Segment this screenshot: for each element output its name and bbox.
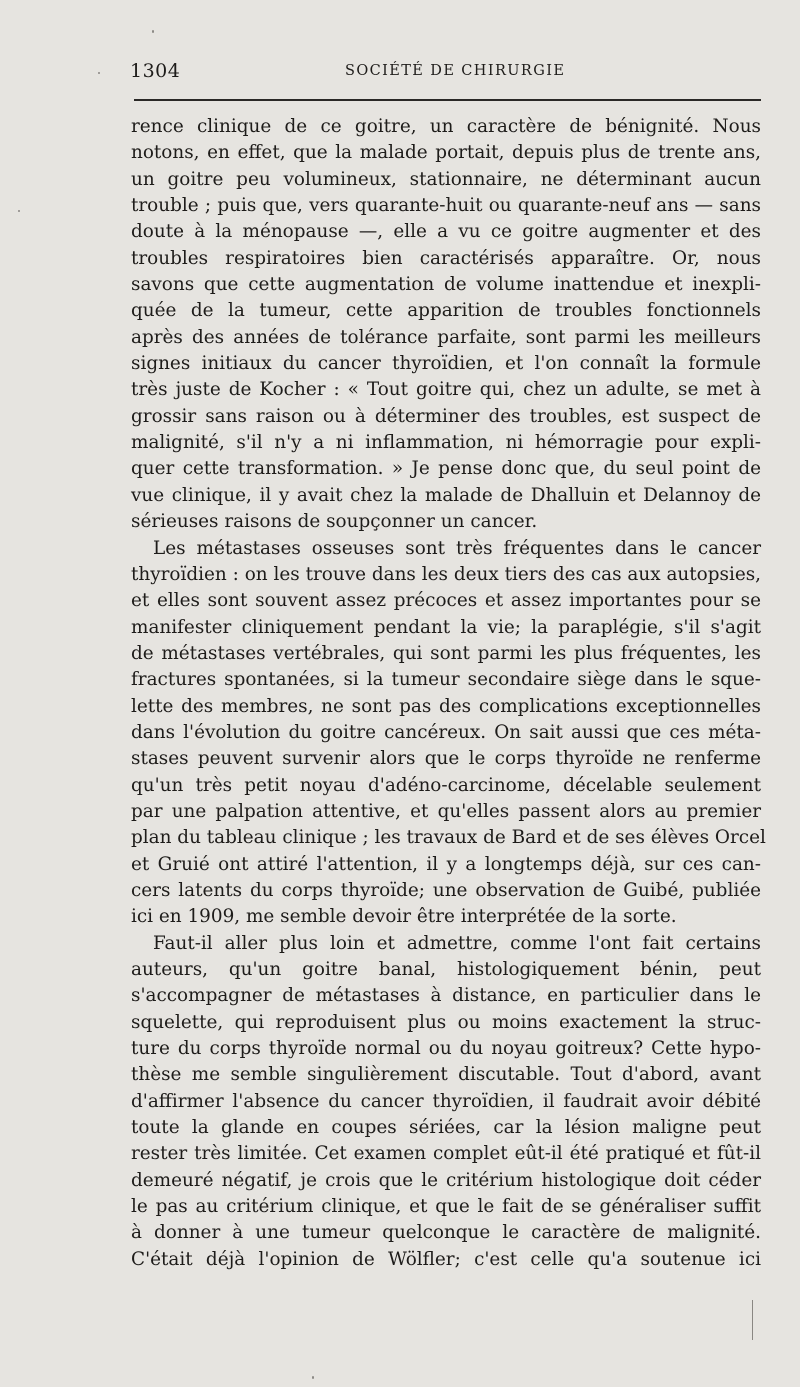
text-line: après des années de tolérance parfaite, sont parmi les meilleurs [131, 326, 761, 348]
text-line: et elles sont souvent assez précoces et assez importantes pour se [131, 590, 761, 612]
paper-speck [752, 1300, 753, 1340]
text-line: savons que cette augmentation de volume inattendue et inexpli- [131, 274, 761, 296]
text-line: qu'un très petit noyau d'adéno-carcinome, décelable seulement [131, 774, 761, 796]
text-line: troubles respiratoires bien caractérisés apparaître. Or, nous [131, 247, 761, 269]
text-line: quée de la tumeur, cette apparition de troubles fonctionnels [131, 300, 761, 322]
paper-speck [152, 30, 154, 33]
text-line: lette des membres, ne sont pas des complications exceptionnelles [131, 695, 761, 717]
text-line: un goitre peu volumineux, stationnaire, ne déterminant aucun [131, 168, 761, 190]
text-line: malignité, s'il n'y a ni inflammation, ni hémorragie pour expli- [131, 432, 761, 454]
paragraph-end-line: ici en 1909, me semble devoir être interprétée de la sorte. [131, 906, 677, 928]
running-head: SOCIÉTÉ DE CHIRURGIE [345, 63, 566, 79]
text-line: demeuré négatif, je crois que le critérium histologique doit céder [131, 1169, 761, 1191]
paper-speck [312, 1376, 314, 1379]
text-line: rence clinique de ce goitre, un caractère de bénignité. Nous [131, 116, 761, 137]
text-line: le pas au critérium clinique, et que le fait de se généraliser suffit [131, 1196, 761, 1218]
text-line: fractures spontanées, si la tumeur secondaire siège dans le sque- [131, 669, 761, 691]
text-line: s'accompagner de métastases à distance, en particulier dans le [131, 985, 761, 1007]
text-line: à donner à une tumeur quelconque le caractère de malignité. [131, 1222, 761, 1244]
text-line: thèse me semble singulièrement discutable. Tout d'abord, avant [131, 1064, 761, 1086]
text-line: et Gruié ont attiré l'attention, il y a longtemps déjà, sur ces can- [131, 853, 761, 875]
text-line: de métastases vertébrales, qui sont parmi les plus fréquentes, les [131, 642, 761, 664]
text-line: doute à la ménopause —, elle a vu ce goitre augmenter et des [131, 221, 761, 243]
paragraph-start-line: Faut-il aller plus loin et admettre, comme l'ont fait certains [153, 932, 761, 954]
text-line: trouble ; puis que, vers quarante-huit ou quarante-neuf ans — sans [131, 195, 761, 217]
text-line: cers latents du corps thyroïde; une observation de Guibé, publiée [131, 879, 761, 901]
text-line: très juste de Kocher : « Tout goitre qui, chez un adulte, se met à [131, 379, 761, 401]
text-line: par une palpation attentive, et qu'elles passent alors au premier [131, 800, 761, 822]
text-line: notons, en effet, que la malade portait, depuis plus de trente ans, [131, 142, 761, 164]
paragraph-start-line: Les métastases osseuses sont très fréquentes dans le cancer [153, 537, 761, 559]
text-line: plan du tableau clinique ; les travaux de Bard et de ses élèves Orcel [131, 827, 766, 849]
text-line: d'affirmer l'absence du cancer thyroïdien, il faudrait avoir débité [131, 1090, 761, 1112]
paper-speck [18, 210, 20, 212]
text-line: auteurs, qu'un goitre banal, histologiquement bénin, peut [131, 959, 761, 980]
text-line: grossir sans raison ou à déterminer des troubles, est suspect de [131, 405, 761, 427]
text-line: squelette, qui reproduisent plus ou moins exactement la struc- [131, 1011, 761, 1033]
text-line: quer cette transformation. » Je pense donc que, du seul point de [131, 458, 761, 480]
paper-speck [98, 72, 100, 74]
paragraph-end-line: sérieuses raisons de soupçonner un cancer. [131, 511, 538, 533]
text-line: ture du corps thyroïde normal ou du noyau goitreux? Cette hypo- [131, 1038, 761, 1060]
page-header [130, 60, 760, 84]
page-number: 1304 [130, 60, 181, 82]
header-rule [134, 99, 761, 101]
text-line: thyroïdien : on les trouve dans les deux tiers des cas aux autopsies, [131, 563, 761, 585]
text-line: C'était déjà l'opinion de Wölfler; c'est celle qu'a soutenue ici [131, 1248, 761, 1270]
text-line: dans l'évolution du goitre cancéreux. On sait aussi que ces méta- [131, 721, 761, 743]
text-line: rester très limitée. Cet examen complet eût-il été pratiqué et fût-il [131, 1143, 761, 1165]
text-line: vue clinique, il y avait chez la malade de Dhalluin et Delannoy de [131, 484, 761, 506]
text-line: signes initiaux du cancer thyroïdien, et l'on connaît la formule [131, 353, 761, 375]
text-line: manifester cliniquement pendant la vie; la paraplégie, s'il s'agit [131, 616, 761, 638]
text-line: stases peuvent survenir alors que le corps thyroïde ne renferme [131, 748, 761, 770]
body-text [131, 114, 766, 1273]
text-line: toute la glande en coupes sériées, car la lésion maligne peut [131, 1117, 761, 1139]
